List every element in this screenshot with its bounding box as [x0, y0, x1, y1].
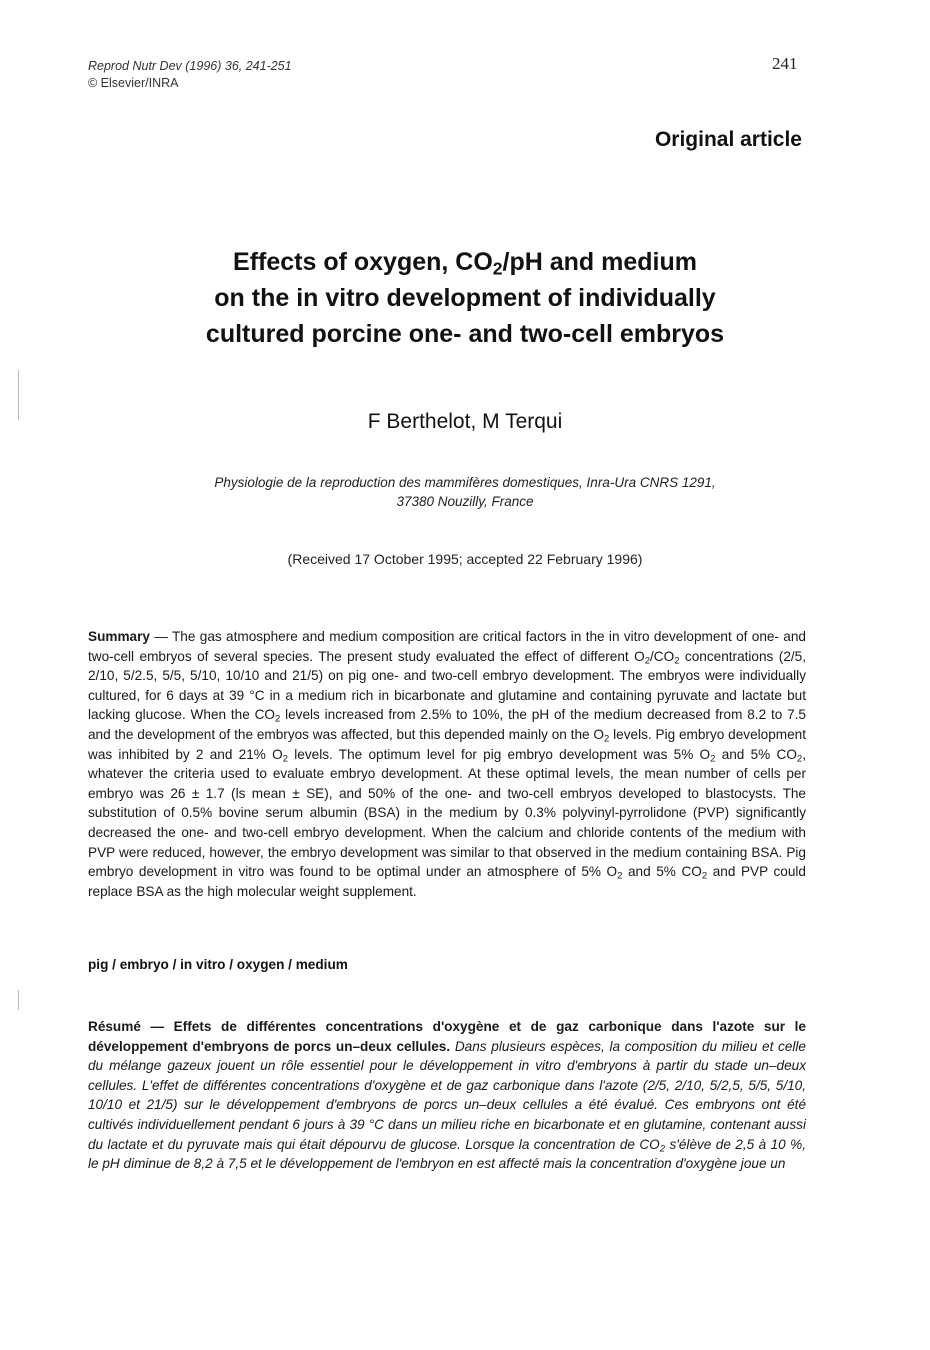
summary-text: concentrations (2/5, 2/10, 5/2.5, 5/5, 5/10, 10/10 and 21/5) on pig one- and two-cell embryo development. The embryos were individually cultured, for 6 days at 39 °C in a medium rich in bicarbonate and glutamine and containing pyruvate and lactate but lacking glucose. When the CO	[88, 648, 806, 723]
journal-reference	[88, 58, 292, 92]
summary-text: levels. The optimum level for pig embryo development was 5% O	[288, 746, 711, 762]
resume-paragraph	[88, 1017, 806, 1174]
article-type: Original article	[654, 128, 802, 151]
page-number: 241	[772, 54, 798, 73]
subscript: 2	[274, 713, 281, 725]
received-dates: (Received 17 October 1995; accepted 22 February 1996)	[287, 551, 643, 567]
resume-text: s'élève de 2,5 à 10 %, le pH diminue de 8,2 à 7,5 et le développement de l'embryon en est affecté mais la concentration d'oxygène joue un	[88, 1136, 806, 1172]
publisher-line: © Elsevier/INRA	[88, 76, 179, 90]
summary-text: levels. Pig embryo development was inhibited by 2 and 21% O	[88, 726, 806, 762]
authors: F Berthelot, M Terqui	[367, 410, 563, 433]
resume-label: Résumé — Effets de différentes concentrations d'oxygène et de gaz carbonique dans l'azote sur le développement d'embryons de porcs un–deux cellules.	[88, 1019, 806, 1054]
affiliation-line-2: 37380 Nouzilly, France	[396, 494, 534, 509]
affiliation	[110, 473, 820, 511]
subscript: 2	[674, 654, 680, 666]
title-line-2: on the in vitro development of individually	[214, 284, 716, 312]
summary-text: and 5% CO	[715, 746, 797, 762]
article-title	[100, 244, 830, 352]
subscript: 2	[617, 870, 623, 882]
scan-margin-mark	[18, 990, 19, 1010]
resume-text: Dans plusieurs espèces, la composition du milieu et celle du mélange gazeux jouent un rôle essentiel pour le développement in vitro d'embryons à partir du stade un–deux cellules. L'effet de différentes concentrations d'oxygène et de gaz carbonique dans l'azote (2/5, 2/10, 5/2,5, 5/5, 5/10, 10/10 et 21/5) sur le développement d'embryons de porcs un–deux cellules a été évalué. Ces embryons ont été cultivés individuellement pendant 6 jours à 39 °C dans un milieu riche en bicarbonate et en glutamine, contenant aussi du lactate et du pyruvate mais qui était dépourvu de glucose. Lorsque la concentration de CO	[88, 1038, 806, 1152]
subscript: 2	[282, 752, 288, 764]
affiliation-line-1: Physiologie de la reproduction des mammifères domestiques, Inra-Ura CNRS 1291,	[214, 475, 716, 490]
journal-citation: Reprod Nutr Dev (1996) 36, 241-251	[88, 59, 292, 73]
subscript: 2	[701, 870, 708, 882]
subscript: 2	[659, 1142, 666, 1154]
summary-text: /CO	[650, 648, 675, 664]
keywords: pig / embryo / in vitro / oxygen / medium	[88, 957, 348, 972]
subscript: 2	[644, 654, 651, 666]
subscript: 2	[796, 752, 803, 764]
summary-label: Summary	[88, 629, 150, 644]
subscript: 2	[710, 752, 716, 764]
title-line-3: cultured porcine one- and two-cell embryos	[205, 320, 725, 348]
title-text: /pH and medium	[502, 248, 697, 276]
scan-margin-mark	[18, 370, 19, 420]
summary-paragraph	[88, 627, 806, 901]
title-line-1	[100, 244, 830, 280]
subscript: 2	[492, 258, 503, 279]
title-text: Effects of oxygen, CO	[233, 248, 493, 276]
summary-text: levels increased from 2.5% to 10%, the pH of the medium decreased from 8.2 to 7.5 and the development of the embryos was affected, but this depended mainly on the O	[88, 707, 806, 742]
summary-text: — The gas atmosphere and medium composition are critical factors in the in vitro development of one- and two-cell embryos of several species. The present study evaluated the effect of different O	[88, 629, 806, 664]
summary-text: , whatever the criteria used to evaluate embryo development. At these optimal levels, the mean number of cells per embryo was 26 ± 1.7 (ls mean ± SE), and 50% of the one- and two-cell embryos developed to blastocysts. The substitution of 0.5% bovine serum albumin (BSA) in the medium by 0.3% polyvinyl-pyrrolidone (PVP) significantly decreased the one- and two-cell embryo development. When the calcium and chloride contents of the medium with PVP were reduced, however, the embryo development was similar to that observed in the medium containing BSA. Pig embryo development in vitro was found to be optimal under an atmosphere of 5% O	[88, 746, 806, 880]
subscript: 2	[604, 733, 610, 745]
summary-text: and 5% CO	[622, 864, 702, 880]
summary-text: and PVP could replace BSA as the high molecular weight supplement.	[88, 864, 806, 899]
